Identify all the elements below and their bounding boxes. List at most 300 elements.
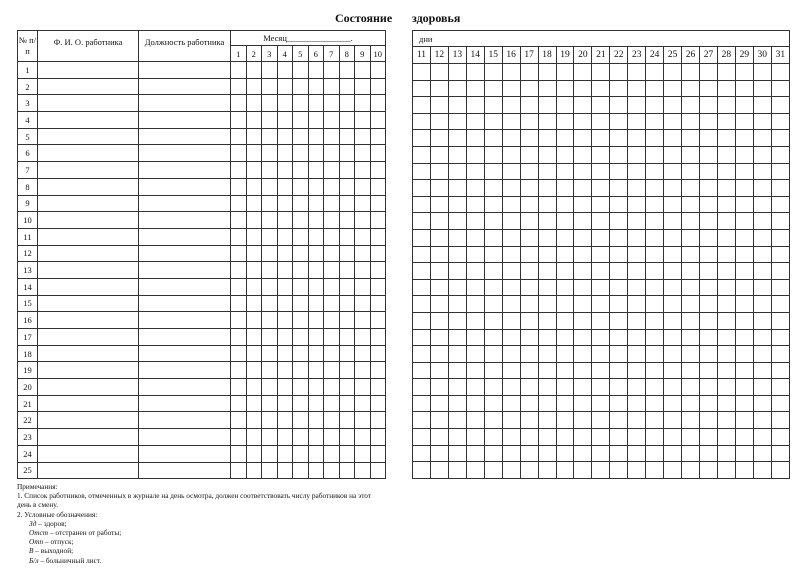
day-cell[interactable]	[520, 80, 538, 97]
day-cell[interactable]	[355, 395, 371, 412]
day-cell[interactable]	[324, 62, 340, 79]
day-cell[interactable]	[277, 128, 293, 145]
day-cell[interactable]	[592, 362, 610, 379]
day-cell[interactable]	[324, 128, 340, 145]
day-cell[interactable]	[355, 462, 371, 479]
day-cell[interactable]	[308, 212, 324, 229]
day-cell[interactable]	[664, 130, 682, 147]
day-cell[interactable]	[293, 145, 309, 162]
day-cell[interactable]	[753, 163, 771, 180]
day-cell[interactable]	[466, 296, 484, 313]
day-cell[interactable]	[682, 329, 700, 346]
day-cell[interactable]	[771, 462, 789, 479]
day-cell[interactable]	[277, 78, 293, 95]
day-cell[interactable]	[682, 296, 700, 313]
day-cell[interactable]	[502, 379, 520, 396]
day-cell[interactable]	[262, 195, 278, 212]
day-cell[interactable]	[355, 379, 371, 396]
day-cell[interactable]	[574, 395, 592, 412]
day-cell[interactable]	[556, 64, 574, 81]
day-cell[interactable]	[717, 279, 735, 296]
name-cell[interactable]	[38, 78, 139, 95]
day-cell[interactable]	[430, 80, 448, 97]
day-cell[interactable]	[262, 312, 278, 329]
day-cell[interactable]	[448, 163, 466, 180]
day-cell[interactable]	[324, 278, 340, 295]
position-cell[interactable]	[139, 245, 231, 262]
day-cell[interactable]	[277, 162, 293, 179]
day-cell[interactable]	[430, 130, 448, 147]
day-cell[interactable]	[370, 162, 386, 179]
day-cell[interactable]	[430, 196, 448, 213]
day-cell[interactable]	[339, 128, 355, 145]
day-cell[interactable]	[574, 279, 592, 296]
day-cell[interactable]	[735, 329, 753, 346]
day-cell[interactable]	[448, 362, 466, 379]
day-cell[interactable]	[231, 195, 247, 212]
name-cell[interactable]	[38, 112, 139, 129]
day-cell[interactable]	[293, 195, 309, 212]
day-cell[interactable]	[262, 329, 278, 346]
day-cell[interactable]	[592, 246, 610, 263]
day-cell[interactable]	[753, 263, 771, 280]
position-cell[interactable]	[139, 362, 231, 379]
day-cell[interactable]	[538, 64, 556, 81]
day-cell[interactable]	[574, 80, 592, 97]
day-cell[interactable]	[502, 229, 520, 246]
day-cell[interactable]	[592, 163, 610, 180]
day-cell[interactable]	[646, 196, 664, 213]
day-cell[interactable]	[308, 78, 324, 95]
day-cell[interactable]	[293, 395, 309, 412]
day-cell[interactable]	[538, 395, 556, 412]
name-cell[interactable]	[38, 329, 139, 346]
day-cell[interactable]	[520, 180, 538, 197]
day-cell[interactable]	[293, 445, 309, 462]
day-cell[interactable]	[246, 379, 262, 396]
day-cell[interactable]	[664, 329, 682, 346]
day-cell[interactable]	[448, 213, 466, 230]
day-cell[interactable]	[246, 345, 262, 362]
day-cell[interactable]	[556, 97, 574, 114]
day-cell[interactable]	[246, 228, 262, 245]
day-cell[interactable]	[484, 412, 502, 429]
day-cell[interactable]	[771, 429, 789, 446]
day-cell[interactable]	[413, 163, 431, 180]
day-cell[interactable]	[466, 329, 484, 346]
day-cell[interactable]	[293, 95, 309, 112]
name-cell[interactable]	[38, 462, 139, 479]
day-cell[interactable]	[592, 379, 610, 396]
day-cell[interactable]	[413, 80, 431, 97]
day-cell[interactable]	[610, 429, 628, 446]
day-cell[interactable]	[520, 196, 538, 213]
day-cell[interactable]	[262, 228, 278, 245]
day-cell[interactable]	[413, 395, 431, 412]
day-cell[interactable]	[771, 163, 789, 180]
day-cell[interactable]	[664, 395, 682, 412]
day-cell[interactable]	[664, 346, 682, 363]
day-cell[interactable]	[466, 64, 484, 81]
name-cell[interactable]	[38, 145, 139, 162]
day-cell[interactable]	[520, 97, 538, 114]
day-cell[interactable]	[308, 278, 324, 295]
position-cell[interactable]	[139, 345, 231, 362]
day-cell[interactable]	[484, 213, 502, 230]
day-cell[interactable]	[682, 130, 700, 147]
day-cell[interactable]	[682, 346, 700, 363]
day-cell[interactable]	[700, 445, 718, 462]
day-cell[interactable]	[430, 146, 448, 163]
day-cell[interactable]	[246, 162, 262, 179]
name-cell[interactable]	[38, 345, 139, 362]
day-cell[interactable]	[700, 395, 718, 412]
day-cell[interactable]	[466, 146, 484, 163]
day-cell[interactable]	[574, 329, 592, 346]
day-cell[interactable]	[484, 462, 502, 479]
day-cell[interactable]	[413, 379, 431, 396]
day-cell[interactable]	[430, 213, 448, 230]
day-cell[interactable]	[308, 329, 324, 346]
day-cell[interactable]	[628, 180, 646, 197]
day-cell[interactable]	[753, 329, 771, 346]
day-cell[interactable]	[370, 345, 386, 362]
day-cell[interactable]	[753, 379, 771, 396]
day-cell[interactable]	[520, 64, 538, 81]
day-cell[interactable]	[700, 296, 718, 313]
day-cell[interactable]	[293, 162, 309, 179]
day-cell[interactable]	[682, 97, 700, 114]
day-cell[interactable]	[771, 97, 789, 114]
day-cell[interactable]	[262, 278, 278, 295]
day-cell[interactable]	[735, 312, 753, 329]
day-cell[interactable]	[556, 329, 574, 346]
day-cell[interactable]	[735, 213, 753, 230]
day-cell[interactable]	[717, 163, 735, 180]
day-cell[interactable]	[771, 312, 789, 329]
day-cell[interactable]	[771, 246, 789, 263]
day-cell[interactable]	[293, 212, 309, 229]
day-cell[interactable]	[771, 180, 789, 197]
day-cell[interactable]	[592, 412, 610, 429]
day-cell[interactable]	[246, 128, 262, 145]
day-cell[interactable]	[717, 346, 735, 363]
day-cell[interactable]	[466, 113, 484, 130]
day-cell[interactable]	[277, 345, 293, 362]
day-cell[interactable]	[556, 445, 574, 462]
day-cell[interactable]	[484, 229, 502, 246]
day-cell[interactable]	[717, 395, 735, 412]
day-cell[interactable]	[520, 379, 538, 396]
day-cell[interactable]	[324, 195, 340, 212]
day-cell[interactable]	[355, 362, 371, 379]
day-cell[interactable]	[592, 80, 610, 97]
day-cell[interactable]	[370, 412, 386, 429]
day-cell[interactable]	[484, 329, 502, 346]
day-cell[interactable]	[682, 146, 700, 163]
day-cell[interactable]	[520, 395, 538, 412]
day-cell[interactable]	[538, 296, 556, 313]
day-cell[interactable]	[370, 278, 386, 295]
day-cell[interactable]	[538, 180, 556, 197]
day-cell[interactable]	[592, 296, 610, 313]
day-cell[interactable]	[355, 212, 371, 229]
day-cell[interactable]	[277, 362, 293, 379]
day-cell[interactable]	[308, 62, 324, 79]
day-cell[interactable]	[538, 329, 556, 346]
day-cell[interactable]	[430, 362, 448, 379]
day-cell[interactable]	[430, 296, 448, 313]
day-cell[interactable]	[355, 345, 371, 362]
day-cell[interactable]	[753, 246, 771, 263]
day-cell[interactable]	[556, 80, 574, 97]
day-cell[interactable]	[628, 196, 646, 213]
day-cell[interactable]	[355, 445, 371, 462]
day-cell[interactable]	[370, 445, 386, 462]
day-cell[interactable]	[308, 128, 324, 145]
day-cell[interactable]	[592, 64, 610, 81]
day-cell[interactable]	[753, 395, 771, 412]
day-cell[interactable]	[628, 312, 646, 329]
day-cell[interactable]	[771, 379, 789, 396]
day-cell[interactable]	[502, 213, 520, 230]
day-cell[interactable]	[324, 395, 340, 412]
day-cell[interactable]	[308, 145, 324, 162]
day-cell[interactable]	[339, 178, 355, 195]
day-cell[interactable]	[324, 162, 340, 179]
day-cell[interactable]	[484, 80, 502, 97]
day-cell[interactable]	[308, 412, 324, 429]
day-cell[interactable]	[277, 178, 293, 195]
day-cell[interactable]	[466, 429, 484, 446]
name-cell[interactable]	[38, 195, 139, 212]
day-cell[interactable]	[293, 462, 309, 479]
name-cell[interactable]	[38, 228, 139, 245]
day-cell[interactable]	[592, 312, 610, 329]
day-cell[interactable]	[339, 329, 355, 346]
name-cell[interactable]	[38, 445, 139, 462]
day-cell[interactable]	[520, 445, 538, 462]
day-cell[interactable]	[339, 95, 355, 112]
day-cell[interactable]	[610, 113, 628, 130]
day-cell[interactable]	[682, 229, 700, 246]
day-cell[interactable]	[231, 462, 247, 479]
day-cell[interactable]	[355, 95, 371, 112]
day-cell[interactable]	[262, 212, 278, 229]
day-cell[interactable]	[682, 429, 700, 446]
day-cell[interactable]	[430, 263, 448, 280]
day-cell[interactable]	[502, 64, 520, 81]
day-cell[interactable]	[448, 312, 466, 329]
day-cell[interactable]	[717, 64, 735, 81]
day-cell[interactable]	[682, 80, 700, 97]
day-cell[interactable]	[324, 245, 340, 262]
day-cell[interactable]	[262, 379, 278, 396]
day-cell[interactable]	[735, 113, 753, 130]
day-cell[interactable]	[448, 279, 466, 296]
day-cell[interactable]	[262, 412, 278, 429]
day-cell[interactable]	[556, 163, 574, 180]
day-cell[interactable]	[370, 462, 386, 479]
day-cell[interactable]	[735, 64, 753, 81]
day-cell[interactable]	[574, 362, 592, 379]
day-cell[interactable]	[628, 130, 646, 147]
day-cell[interactable]	[448, 296, 466, 313]
day-cell[interactable]	[484, 346, 502, 363]
day-cell[interactable]	[682, 213, 700, 230]
day-cell[interactable]	[277, 429, 293, 446]
day-cell[interactable]	[700, 163, 718, 180]
day-cell[interactable]	[628, 97, 646, 114]
day-cell[interactable]	[520, 429, 538, 446]
day-cell[interactable]	[592, 130, 610, 147]
day-cell[interactable]	[771, 80, 789, 97]
day-cell[interactable]	[308, 195, 324, 212]
day-cell[interactable]	[339, 395, 355, 412]
day-cell[interactable]	[735, 346, 753, 363]
day-cell[interactable]	[610, 180, 628, 197]
day-cell[interactable]	[370, 429, 386, 446]
day-cell[interactable]	[610, 346, 628, 363]
day-cell[interactable]	[682, 246, 700, 263]
name-cell[interactable]	[38, 379, 139, 396]
day-cell[interactable]	[448, 196, 466, 213]
day-cell[interactable]	[628, 362, 646, 379]
day-cell[interactable]	[413, 229, 431, 246]
day-cell[interactable]	[277, 295, 293, 312]
day-cell[interactable]	[502, 462, 520, 479]
day-cell[interactable]	[771, 412, 789, 429]
day-cell[interactable]	[339, 312, 355, 329]
day-cell[interactable]	[556, 379, 574, 396]
day-cell[interactable]	[430, 429, 448, 446]
day-cell[interactable]	[502, 362, 520, 379]
day-cell[interactable]	[231, 412, 247, 429]
day-cell[interactable]	[339, 195, 355, 212]
day-cell[interactable]	[556, 312, 574, 329]
day-cell[interactable]	[610, 296, 628, 313]
day-cell[interactable]	[262, 62, 278, 79]
name-cell[interactable]	[38, 295, 139, 312]
day-cell[interactable]	[592, 196, 610, 213]
day-cell[interactable]	[262, 162, 278, 179]
day-cell[interactable]	[610, 97, 628, 114]
day-cell[interactable]	[484, 429, 502, 446]
day-cell[interactable]	[339, 62, 355, 79]
day-cell[interactable]	[448, 379, 466, 396]
day-cell[interactable]	[277, 395, 293, 412]
day-cell[interactable]	[628, 213, 646, 230]
position-cell[interactable]	[139, 445, 231, 462]
day-cell[interactable]	[735, 412, 753, 429]
day-cell[interactable]	[717, 213, 735, 230]
day-cell[interactable]	[339, 429, 355, 446]
day-cell[interactable]	[484, 64, 502, 81]
day-cell[interactable]	[664, 64, 682, 81]
day-cell[interactable]	[538, 97, 556, 114]
day-cell[interactable]	[231, 128, 247, 145]
day-cell[interactable]	[646, 312, 664, 329]
day-cell[interactable]	[308, 228, 324, 245]
day-cell[interactable]	[520, 246, 538, 263]
day-cell[interactable]	[538, 246, 556, 263]
day-cell[interactable]	[610, 279, 628, 296]
day-cell[interactable]	[717, 146, 735, 163]
day-cell[interactable]	[610, 146, 628, 163]
name-cell[interactable]	[38, 245, 139, 262]
day-cell[interactable]	[717, 113, 735, 130]
day-cell[interactable]	[628, 329, 646, 346]
day-cell[interactable]	[700, 429, 718, 446]
day-cell[interactable]	[771, 229, 789, 246]
day-cell[interactable]	[293, 278, 309, 295]
day-cell[interactable]	[664, 263, 682, 280]
position-cell[interactable]	[139, 212, 231, 229]
day-cell[interactable]	[646, 130, 664, 147]
day-cell[interactable]	[753, 362, 771, 379]
day-cell[interactable]	[339, 295, 355, 312]
day-cell[interactable]	[592, 97, 610, 114]
day-cell[interactable]	[717, 180, 735, 197]
day-cell[interactable]	[646, 462, 664, 479]
day-cell[interactable]	[610, 462, 628, 479]
day-cell[interactable]	[628, 80, 646, 97]
day-cell[interactable]	[717, 196, 735, 213]
day-cell[interactable]	[520, 412, 538, 429]
day-cell[interactable]	[370, 329, 386, 346]
day-cell[interactable]	[735, 379, 753, 396]
day-cell[interactable]	[628, 163, 646, 180]
day-cell[interactable]	[355, 278, 371, 295]
day-cell[interactable]	[628, 279, 646, 296]
day-cell[interactable]	[682, 113, 700, 130]
day-cell[interactable]	[700, 130, 718, 147]
day-cell[interactable]	[700, 379, 718, 396]
day-cell[interactable]	[520, 130, 538, 147]
day-cell[interactable]	[753, 113, 771, 130]
name-cell[interactable]	[38, 178, 139, 195]
day-cell[interactable]	[430, 445, 448, 462]
day-cell[interactable]	[231, 162, 247, 179]
position-cell[interactable]	[139, 395, 231, 412]
day-cell[interactable]	[520, 213, 538, 230]
day-cell[interactable]	[246, 95, 262, 112]
day-cell[interactable]	[717, 130, 735, 147]
day-cell[interactable]	[700, 462, 718, 479]
name-cell[interactable]	[38, 412, 139, 429]
day-cell[interactable]	[538, 146, 556, 163]
day-cell[interactable]	[466, 163, 484, 180]
day-cell[interactable]	[682, 379, 700, 396]
day-cell[interactable]	[646, 296, 664, 313]
day-cell[interactable]	[700, 146, 718, 163]
day-cell[interactable]	[502, 329, 520, 346]
day-cell[interactable]	[293, 228, 309, 245]
day-cell[interactable]	[556, 130, 574, 147]
day-cell[interactable]	[538, 462, 556, 479]
position-cell[interactable]	[139, 278, 231, 295]
day-cell[interactable]	[308, 362, 324, 379]
day-cell[interactable]	[484, 395, 502, 412]
day-cell[interactable]	[277, 445, 293, 462]
day-cell[interactable]	[753, 97, 771, 114]
day-cell[interactable]	[370, 262, 386, 279]
day-cell[interactable]	[339, 278, 355, 295]
day-cell[interactable]	[448, 113, 466, 130]
day-cell[interactable]	[556, 113, 574, 130]
day-cell[interactable]	[355, 178, 371, 195]
day-cell[interactable]	[448, 346, 466, 363]
